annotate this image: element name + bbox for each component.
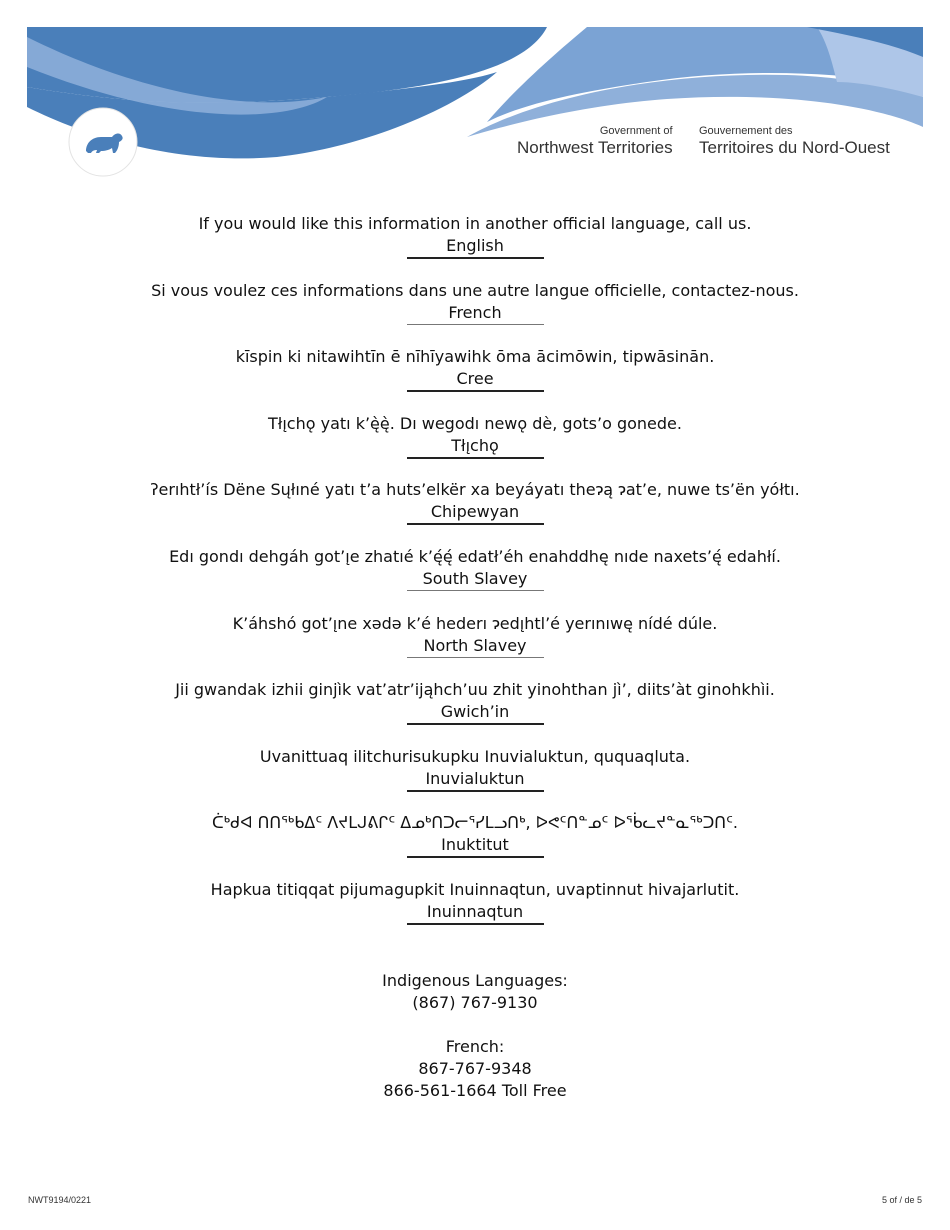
divider — [407, 523, 544, 525]
divider — [407, 657, 544, 658]
divider — [407, 590, 544, 591]
notice-language: Tłı̨chǫ — [451, 435, 499, 455]
notice-language: Inuvialuktun — [425, 768, 525, 788]
indigenous-label: Indigenous Languages: — [382, 971, 568, 990]
divider — [407, 856, 544, 858]
notice-language: Inuinnaqtun — [426, 901, 524, 921]
french-label: French: — [445, 1037, 505, 1056]
notice-text: Hapkua titiqqat pijumagupkit Inuinnaqtun, uvaptinnut hivajarlutit. — [210, 879, 740, 899]
divider — [407, 790, 544, 792]
notice-text: Edı gondı dehgáh got’ı̨e zhatıé k’ę́ę́ edatł’éh enahddhę nıde naxets’ę́ edahłí. — [169, 546, 781, 566]
notice-language: Chipewyan — [430, 502, 520, 522]
divider — [407, 457, 544, 459]
notice-language: French — [448, 302, 502, 322]
notice-language: Gwich’in — [440, 702, 510, 722]
contact-info — [0, 970, 950, 1102]
gov-name-english — [517, 125, 673, 158]
notice-north-slavey — [0, 613, 950, 680]
notice-gwichin — [0, 679, 950, 746]
divider — [407, 923, 544, 925]
polar-bear-logo-icon — [68, 107, 138, 177]
notice-text: ᑖᒃᑯᐊ ᑎᑎᕐᒃᑲᐃᑦ ᐱᔪᒪᒍᕕᒋᑦ ᐃᓄᒃᑎᑐᓕᕐᓯᒪᓗᑎᒃ, ᐅᕙᑦᑎᓐᓄᑦ ᐅᖄᓚᔪᓐᓇᖅᑐᑎᑦ. — [211, 813, 739, 833]
notice-text: K’áhshó got’ı̨ne xǝdǝ k’é hederı ɂedı̨htl’é yerınıwę nídé dúle. — [232, 613, 718, 633]
french-phone: 867-767-9348 — [418, 1059, 532, 1078]
notice-english — [0, 213, 950, 280]
notice-language: English — [446, 236, 504, 255]
gov-en-small: Government of — [599, 125, 673, 137]
notice-language: South Slavey — [422, 568, 528, 588]
notice-south-slavey — [0, 546, 950, 613]
divider — [407, 390, 544, 392]
header-banner — [27, 27, 923, 187]
divider — [407, 324, 544, 325]
notice-inuvialuktun — [0, 746, 950, 813]
notice-language: Cree — [456, 369, 494, 389]
notice-text: Tłı̨chǫ yatı k’ę̀ę̀. Dı wegodı newǫ dè, gots’o gonede. — [268, 413, 682, 433]
notice-text: Si vous voulez ces informations dans une autre langue officielle, contactez-nous. — [151, 280, 799, 300]
notice-french — [0, 280, 950, 347]
notice-cree — [0, 346, 950, 413]
notice-inuktitut — [0, 812, 950, 879]
notice-text: Jii gwandak izhii ginjìk vat’atr’ijąhch’uu zhit yinohthan jì’, diits’àt ginohkhìi. — [175, 680, 775, 700]
notice-inuinnaqtun — [0, 879, 950, 946]
notice-text: Uvanittuaq ilitchurisukupku Inuvialuktun, ququaqluta. — [259, 746, 691, 766]
language-notices — [0, 213, 950, 946]
page-number: 5 of / de 5 — [881, 1195, 922, 1205]
notice-text: ʔerıhtł’ís Dëne Sųłıné yatı t’a huts’elkër xa beyáyatı theɂą ɂat’e, nuwe ts’ën yółtı. — [150, 480, 800, 500]
notice-tlicho — [0, 413, 950, 480]
gov-en-big: Northwest Territories — [517, 138, 673, 157]
gov-fr-small: Gouvernement des — [699, 125, 793, 137]
french-toll-free: 866-561-1664 Toll Free — [383, 1081, 567, 1100]
notice-text: If you would like this information in another official language, call us. — [198, 214, 752, 233]
gov-name-french — [699, 125, 890, 158]
document-code: NWT9194/0221 — [28, 1195, 92, 1205]
gov-fr-big: Territoires du Nord-Ouest — [699, 138, 890, 157]
divider — [407, 723, 544, 725]
notice-language: Inuktitut — [441, 835, 509, 855]
notice-chipewyan — [0, 479, 950, 546]
notice-text: kīspin ki nitawihtīn ē nīhīyawihk ōma ācimōwin, tipwāsinān. — [235, 347, 715, 367]
indigenous-phone: (867) 767-9130 — [412, 993, 538, 1012]
notice-language: North Slavey — [423, 635, 527, 655]
divider — [407, 257, 544, 259]
